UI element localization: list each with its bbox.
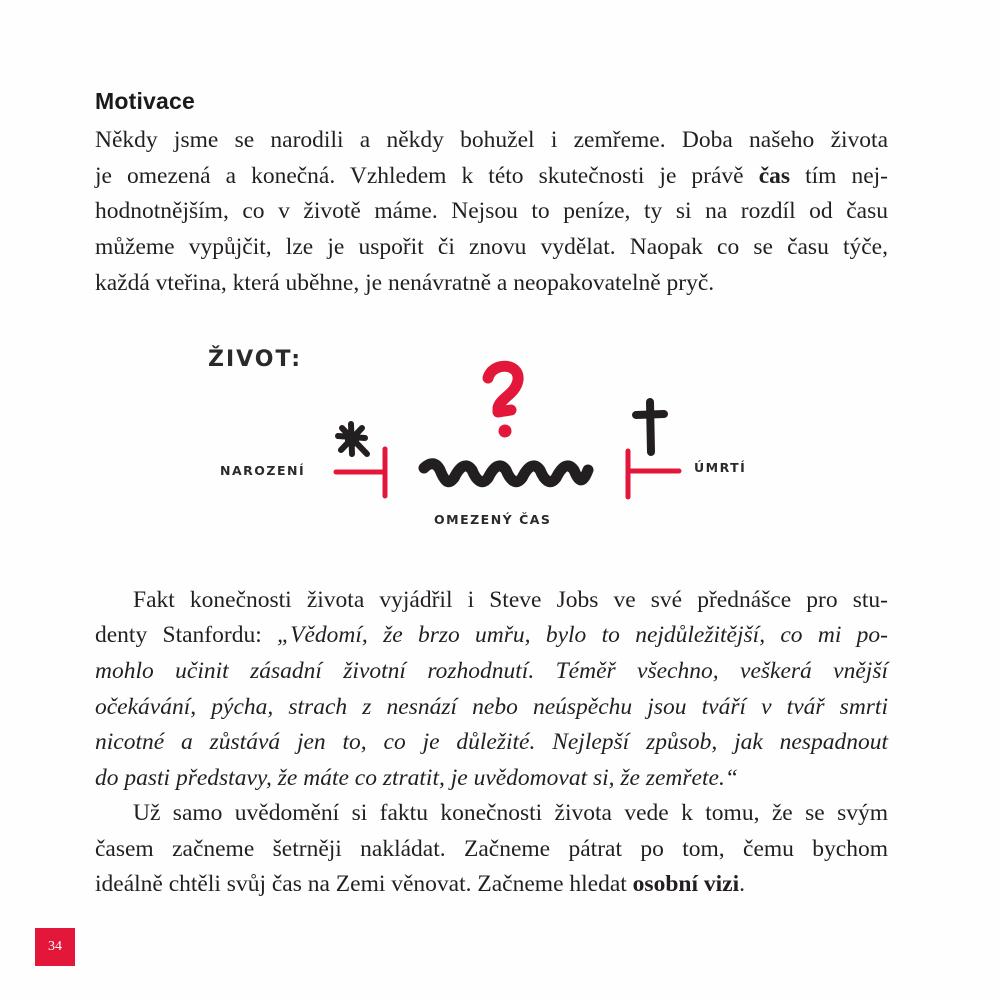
star-icon — [338, 424, 367, 454]
wave-line — [424, 464, 588, 482]
text-run: je omezená a konečná. Vzhledem k této skutečnosti je právě — [95, 163, 759, 189]
death-marker — [628, 451, 679, 497]
page-number: 34 — [35, 928, 75, 966]
paragraph-line — [95, 620, 888, 650]
paragraph-line — [95, 869, 888, 899]
limited-time-label: OMEZENÝ ČAS — [434, 512, 552, 527]
quote-text: očekávání, pýcha, strach z nesnází nebo neúspěchu jsou tváří v tvář smrti — [95, 694, 888, 720]
emphasis-time: čas — [758, 163, 791, 189]
emphasis-personal-vision: osobní vizi — [632, 871, 740, 897]
birth-marker — [336, 449, 385, 496]
paragraph-line: Někdy jsme se narodili a někdy bohužel i zemřeme. Doba našeho života — [95, 127, 888, 153]
death-label: ÚMRTÍ — [694, 460, 747, 475]
paragraph-line: Fakt konečnosti života vyjádřil i Steve Jobs ve své přednášce pro stu- — [133, 587, 888, 613]
text-run: ideálně chtěli svůj čas na Zemi věnovat. Začneme hledat — [95, 871, 633, 897]
quote-text: „Vědomí, že brzo umřu, bylo to nejdůležitější, co mi po- — [277, 622, 888, 648]
cross-icon — [636, 402, 664, 452]
quote-line — [95, 727, 888, 757]
text-run: tím nej- — [790, 163, 889, 189]
quote-line — [95, 692, 888, 722]
quote-text: nicotné a zůstává jen to, co je důležité. Nejlepší způsob, jak nespadnout — [95, 729, 888, 755]
paragraph-line: každá vteřina, která uběhne, je nenávratně a neopakovatelně pryč. — [95, 270, 715, 296]
paragraph-line: můžeme vypůjčit, lze je uspořit či znovu vydělat. Naopak co se času týče, — [95, 234, 888, 260]
section-heading: Motivace — [95, 88, 196, 114]
paragraph-line: časem začneme šetrněji nakládat. Začneme pátrat po tom, čemu bychom — [95, 836, 888, 862]
question-mark-icon — [488, 366, 518, 437]
diagram-title: ŽIVOT: — [208, 347, 303, 372]
paragraph-line: hodnotnějším, co v životě máme. Nejsou to peníze, ty si na rozdíl od času — [95, 198, 888, 224]
quote-text: mohlo učinit zásadní životní rozhodnutí. Téměř všechno, veškerá vnější — [95, 658, 888, 684]
quote-line — [95, 656, 888, 686]
text-run: . — [739, 871, 745, 897]
birth-label: NAROZENÍ — [220, 463, 306, 478]
quote-text: do pasti představy, že máte co ztratit, je uvědomovat si, že zemřete.“ — [95, 765, 738, 791]
quote-line — [95, 763, 888, 793]
paragraph-line: Už samo uvědomění si faktu konečnosti života vede k tomu, že se svým — [133, 800, 888, 826]
text-run: denty Stanfordu: — [95, 622, 278, 648]
